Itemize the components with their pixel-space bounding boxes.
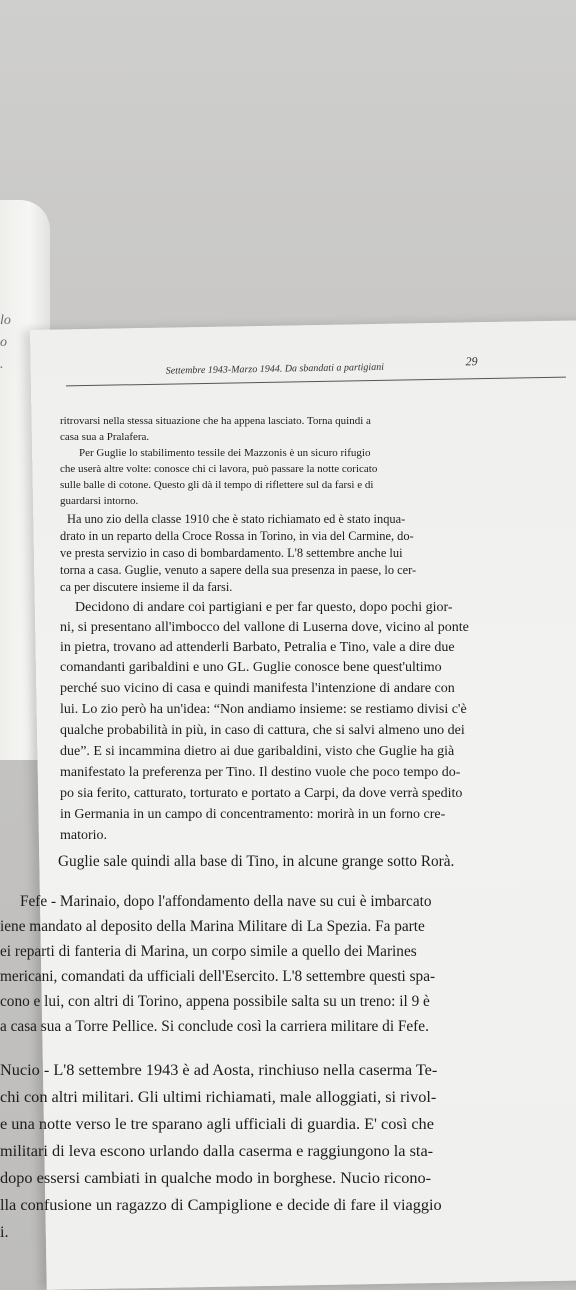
text-line: in Germania in un campo di concentramento: morirà in un forno cre- xyxy=(60,807,446,822)
text-line: guardarsi intorno. xyxy=(60,495,139,507)
edge-glyph: o xyxy=(0,335,7,350)
text-line: comandanti garibaldini e uno GL. Guglie conosce bene quest'ultimo xyxy=(60,660,442,675)
text-line: dopo essersi cambiati in qualche modo in borghese. Nucio ricono- xyxy=(0,1168,432,1187)
text-line: ei reparti di fanteria di Marina, un corpo simile a quello dei Marines xyxy=(0,943,417,960)
text-line: qualche probabilità in più, in caso di cattura, che si salvi almeno uno dei xyxy=(60,723,465,738)
text-line: Ha uno zio della classe 1910 che è stato richiamato ed è stato inqua- xyxy=(67,512,406,526)
text-line: sulle balle di cotone. Questo gli dà il tempo di riflettere sul da farsi e di xyxy=(60,479,374,491)
text-line: Fefe - Marinaio, dopo l'affondamento della nave su cui è imbarcato xyxy=(20,893,432,910)
text-line: i. xyxy=(0,1222,9,1241)
text-line: perché suo vicino di casa e quindi manifesta l'intenzione di andare con xyxy=(60,681,455,696)
edge-glyph: lo xyxy=(0,313,11,328)
running-head-title: Settembre 1943-Marzo 1944. Da sbandati a partigiani xyxy=(165,361,385,377)
edge-glyph: . xyxy=(0,357,4,372)
text-line: che userà altre volte: conosce chi ci lavora, può passare la notte coricato xyxy=(60,463,378,475)
text-line: in pietra, trovano ad attenderli Barbato, Petralia e Tino, vale a dire due xyxy=(60,640,455,655)
text-line: Nucio - L'8 settembre 1943 è ad Aosta, rinchiuso nella caserma Te- xyxy=(0,1060,438,1079)
text-line: mericani, comandati da ufficiali dell'Esercito. L'8 settembre questi spa- xyxy=(0,968,436,985)
text-line: ritrovarsi nella stessa situazione che ha appena lasciato. Torna quindi a xyxy=(60,415,371,427)
running-head xyxy=(66,354,566,387)
text-line: casa sua a Pralafera. xyxy=(60,431,150,443)
text-line: iene mandato al deposito della Marina Militare di La Spezia. Fa parte xyxy=(0,918,425,935)
page-number: 29 xyxy=(465,354,478,369)
text-line: chi con altri militari. Gli ultimi richiamati, male alloggiati, si rivol- xyxy=(0,1087,437,1106)
text-line: e una notte verso le tre sparano agli ufficiali di guardia. E' così che xyxy=(0,1114,434,1133)
text-line: Per Guglie lo stabilimento tessile dei Mazzonis è un sicuro rifugio xyxy=(79,447,371,459)
text-line: ve presta servizio in caso di bombardamento. L'8 settembre anche lui xyxy=(60,546,403,560)
text-line: matorio. xyxy=(60,828,108,843)
text-line: drato in un reparto della Croce Rossa in Torino, in via del Carmine, do- xyxy=(60,529,414,543)
text-line: lui. Lo zio però ha un'idea: “Non andiamo insieme: se restiamo divisi c'è xyxy=(60,702,467,717)
text-line: lla confusione un ragazzo di Campiglione e decide di fare il viaggio xyxy=(0,1195,442,1214)
text-line: cono e lui, con altri di Torino, appena possibile salta su un treno: il 9 è xyxy=(0,993,430,1010)
text-line: po sia ferito, catturato, torturato e portato a Carpi, da dove verrà spedito xyxy=(60,786,463,801)
text-line: militari di leva escono urlando dalla caserma e raggiungono la sta- xyxy=(0,1141,434,1160)
text-line: Decidono di andare coi partigiani e per far questo, dopo pochi gior- xyxy=(75,600,453,615)
text-line: manifestato la preferenza per Tino. Il destino vuole che poco tempo do- xyxy=(60,765,461,780)
text-line: torna a casa. Guglie, venuto a sapere della sua presenza in paese, lo cer- xyxy=(60,563,417,577)
text-line: ca per discutere insieme il da farsi. xyxy=(60,580,233,594)
text-line: due”. E si incammina dietro ai due garibaldini, visto che Guglie ha già xyxy=(60,744,455,759)
text-line: ni, si presentano all'imbocco del vallone di Luserna dove, vicino al ponte xyxy=(60,620,469,635)
text-line: a casa sua a Torre Pellice. Si conclude così la carriera militare di Fefe. xyxy=(0,1018,429,1035)
text-line: Guglie sale quindi alla base di Tino, in alcune grange sotto Rorà. xyxy=(58,853,455,870)
